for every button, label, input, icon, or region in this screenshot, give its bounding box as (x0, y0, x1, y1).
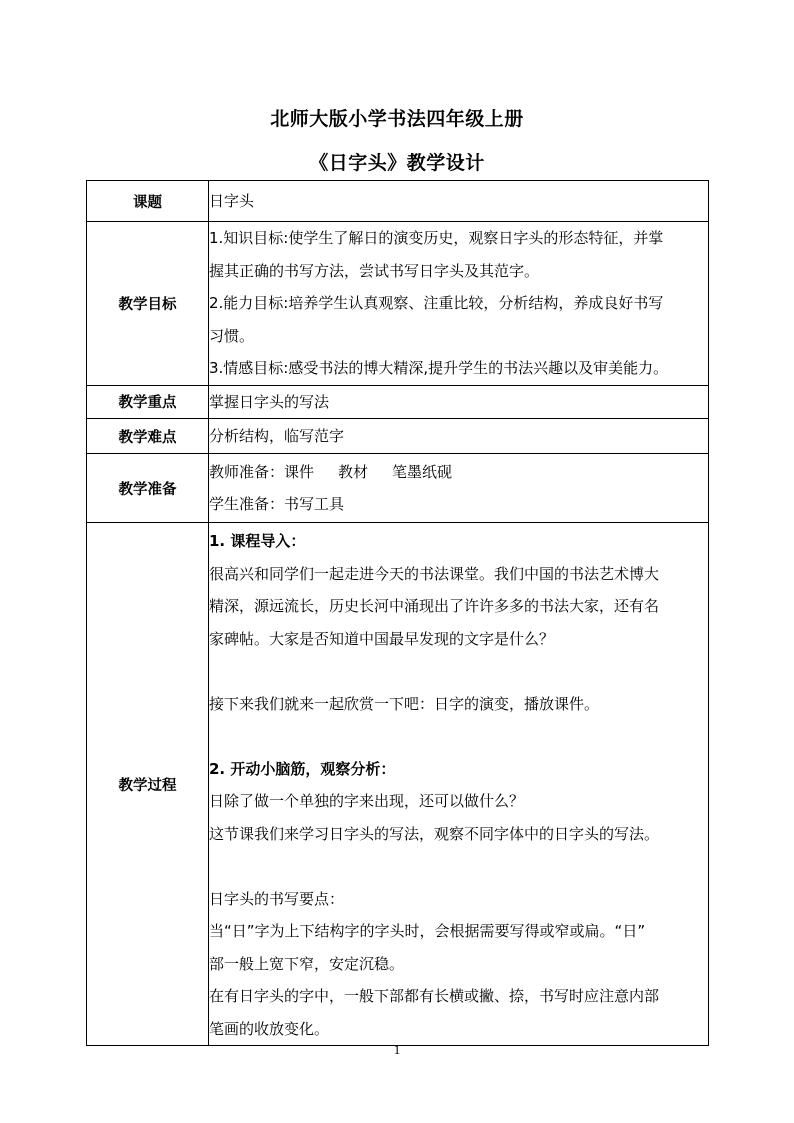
row-value-process (209, 523, 709, 1046)
table-row-difficulty (87, 419, 709, 454)
row-value-topic (209, 181, 709, 222)
writing-point-line: 部一般上宽下窄，安定沉稳。 (209, 954, 405, 973)
table-row-topic (87, 181, 709, 222)
teacher-prep-courseware: 教师准备：课件 (209, 462, 315, 481)
intro-line: 精深，源远流长，历史长河中涌现出了许许多多的书法大家，还有名 (209, 597, 660, 615)
table-row-key-point (87, 385, 709, 419)
difficulty-value: 分析结构，临写范字 (209, 426, 345, 445)
objective-line: 2.能力目标:培养学生认真观察、注重比较，分析结构，养成良好书写 (209, 294, 664, 312)
objective-line: 1.知识目标:使学生了解日的演变历史，观察日字头的形态特征，并掌 (209, 229, 664, 247)
row-label-difficulty: 教学难点 (87, 419, 209, 454)
document-title: 北师大版小学书法四年级上册 (270, 108, 524, 130)
topic-value: 日字头 (209, 191, 255, 210)
teacher-preparation (209, 456, 708, 489)
writing-point-line: 笔画的收放变化。 (209, 1019, 330, 1038)
intro-follow-up: 接下来我们就来一起欣赏一下吧：日字的演变，播放课件。 (209, 694, 600, 713)
row-label-process: 教学过程 (87, 523, 209, 1046)
student-preparation: 学生准备：书写工具 (209, 495, 345, 513)
row-label-key-point: 教学重点 (87, 385, 209, 419)
writing-point-line: 在有日字头的字中，一般下部都有长横或撇、捺，书写时应注意内部 (209, 987, 660, 1005)
writing-point-line: 当“日”字为上下结构字的字头时，会根据需要写得或窄或扁。“日” (209, 922, 646, 940)
teacher-prep-textbook: 教材 (338, 462, 369, 481)
row-label-preparation: 教学准备 (87, 454, 209, 523)
row-label-topic: 课题 (87, 181, 209, 222)
section-heading-intro: 1. 课程导入： (209, 532, 306, 550)
writing-points-heading: 日字头的书写要点： (209, 889, 345, 908)
document-subtitle: 《日字头》教学设计 (309, 152, 485, 174)
table-row-objectives (87, 222, 709, 386)
objective-line: 3.情感目标:感受书法的博大精深,提升学生的书法兴趣以及审美能力。 (209, 359, 669, 377)
section-heading-analysis: 2. 开动小脑筋，观察分析： (209, 759, 396, 778)
intro-line: 家碑帖。大家是否知道中国最早发现的文字是什么？ (209, 629, 555, 648)
analysis-line: 日除了做一个单独的字来出现，还可以做什么？ (209, 792, 525, 810)
table-row-process (87, 523, 709, 1046)
intro-line: 很高兴和同学们一起走进今天的书法课堂。我们中国的书法艺术博大 (209, 564, 660, 583)
key-point-value: 掌握日字头的写法 (209, 392, 330, 411)
row-value-key-point (209, 385, 709, 419)
objective-line: 握其正确的书写方法，尝试书写日字头及其范字。 (209, 261, 540, 280)
teacher-prep-brush-ink: 笔墨纸砚 (392, 462, 453, 481)
objective-line: 习惯。 (209, 326, 255, 345)
row-value-difficulty (209, 419, 709, 454)
table-row-preparation (87, 454, 709, 523)
lesson-plan-table (86, 180, 709, 1046)
page-number: 1 (393, 1042, 401, 1057)
row-value-objectives (209, 222, 709, 386)
analysis-line: 这节课我们来学习日字头的写法，观察不同字体中的日字头的写法。 (209, 824, 660, 843)
row-label-objectives: 教学目标 (87, 222, 209, 386)
row-value-preparation (209, 454, 709, 523)
